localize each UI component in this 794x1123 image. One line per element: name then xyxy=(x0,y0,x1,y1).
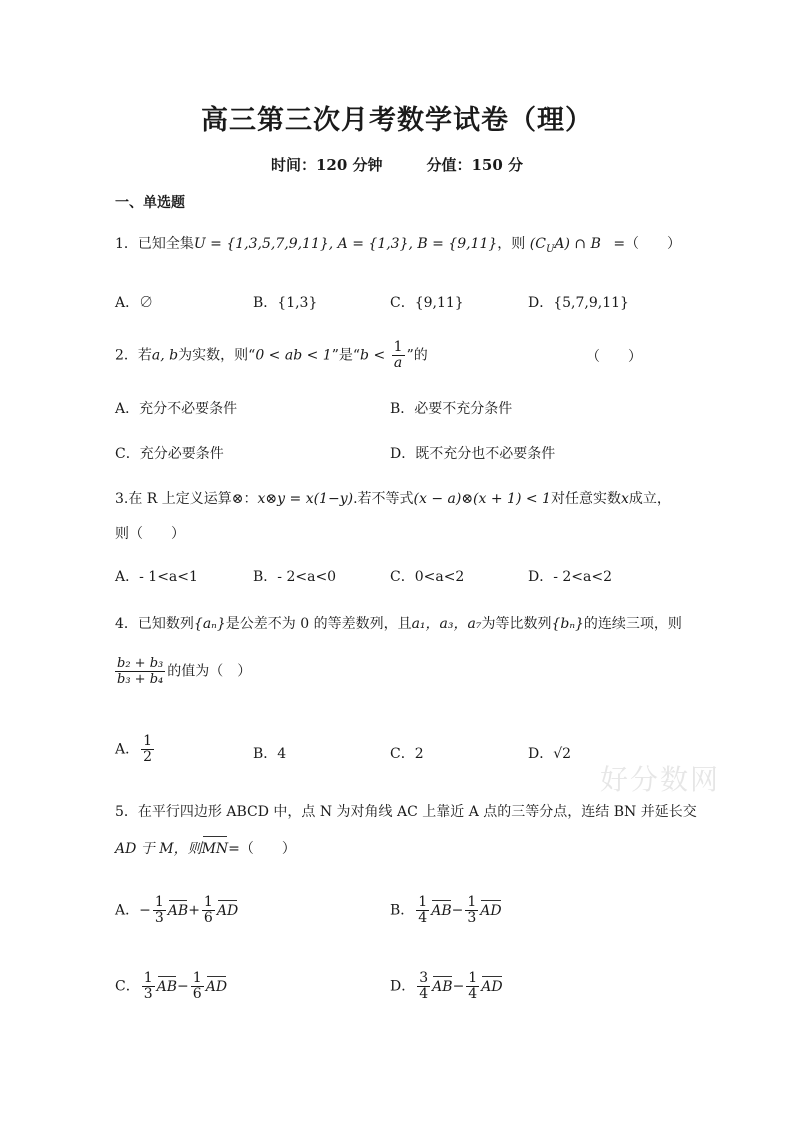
q2-option-d: D．既不充分也不必要条件 xyxy=(390,446,556,462)
page-title: 高三第三次月考数学试卷（理） xyxy=(201,105,593,136)
question-3: 3.在 R 上定义运算⊗：x⊗y = x(1−y).若不等式(x − a)⊗(x + 1) < 1对任意实数x成立， xyxy=(115,491,671,507)
exam-meta xyxy=(0,154,794,175)
q5-option-b: B． $\frac{1}{4}$ AB− $\frac{1}{3}$ AD xyxy=(390,894,502,926)
q3-option-d: D．- 2<a<2 xyxy=(528,569,613,585)
q1-option-d: D．{5,7,9,11} xyxy=(528,295,629,311)
exam-time: 时间：120 分钟 xyxy=(270,156,383,174)
question-4-line2: $\frac{\text{b₂ + b₃}}{\text{b₃ + b₄}}$ 的值为（ ） xyxy=(117,656,252,687)
question-4: 4．已知数列{aₙ}是公差不为 0 的等差数列，且a₁，a₃，a₇为等比数列{bₙ}的连续三项，则 xyxy=(115,616,682,632)
question-5-line2: AD 于 M，则MN=（ ） xyxy=(115,841,296,857)
q3-option-a: A．- 1<a<1 xyxy=(115,569,198,585)
q4-option-b: B．4 xyxy=(253,746,287,762)
q2-option-b: B．必要不充分条件 xyxy=(390,401,513,417)
q2-answer-paren: （ ） xyxy=(586,349,642,365)
q1-option-a: A．∅ xyxy=(115,295,154,311)
q4-option-a: A． $\frac{1}{2}$ xyxy=(115,733,153,765)
vector-mn: MN xyxy=(201,841,229,857)
question-3-line2: 则（ ） xyxy=(115,526,185,542)
q2-fraction: $\frac{1}{a}$ xyxy=(393,339,403,371)
watermark: 好分数网 xyxy=(600,763,721,796)
q4-option-c: C．2 xyxy=(390,746,424,762)
q5-option-a: A．− $\frac{1}{3}$ AB+ $\frac{1}{6}$ AD xyxy=(115,894,239,926)
section-heading: 一、单选题 xyxy=(115,195,185,211)
q1-option-c: C．{9,11} xyxy=(390,295,464,311)
q1-option-b: B．{1,3} xyxy=(253,295,318,311)
q4-option-d: D．√2 xyxy=(528,746,572,762)
q3-option-c: C．0<a<2 xyxy=(390,569,465,585)
q1-expression: $(C_UA)$ ∩ B xyxy=(529,236,601,255)
q2-option-a: A．充分不必要条件 xyxy=(115,401,238,417)
question-2: 2．若a, b为实数，则“0 < ab < 1”是“b < $\frac{1}{a}$ ”的 xyxy=(115,339,428,371)
question-1: 1．已知全集U = {1,3,5,7,9,11}, A = {1,3}, B = {9,11}，则 $(C_UA)$ ∩ B =（ ） xyxy=(115,236,682,255)
q4-fraction: $\frac{\text{b₂ + b₃}}{\text{b₃ + b₄}}$ xyxy=(117,656,164,687)
exam-score: 分值：150 分 xyxy=(426,156,524,174)
q5-option-d: D． $\frac{3}{4}$ AB− $\frac{1}{4}$ AD xyxy=(390,970,503,1002)
q1-sets: U = {1,3,5,7,9,11}, A = {1,3}, B = {9,11} xyxy=(193,236,498,252)
q3-option-b: B．- 2<a<0 xyxy=(253,569,337,585)
q2-option-c: C．充分必要条件 xyxy=(115,446,224,462)
question-5: 5．在平行四边形 ABCD 中，点 N 为对角线 AC 上靠近 A 点的三等分点，连结 BN 并延长交 xyxy=(115,804,697,820)
q5-option-c: C． $\frac{1}{3}$ AB− $\frac{1}{6}$ AD xyxy=(115,970,228,1002)
